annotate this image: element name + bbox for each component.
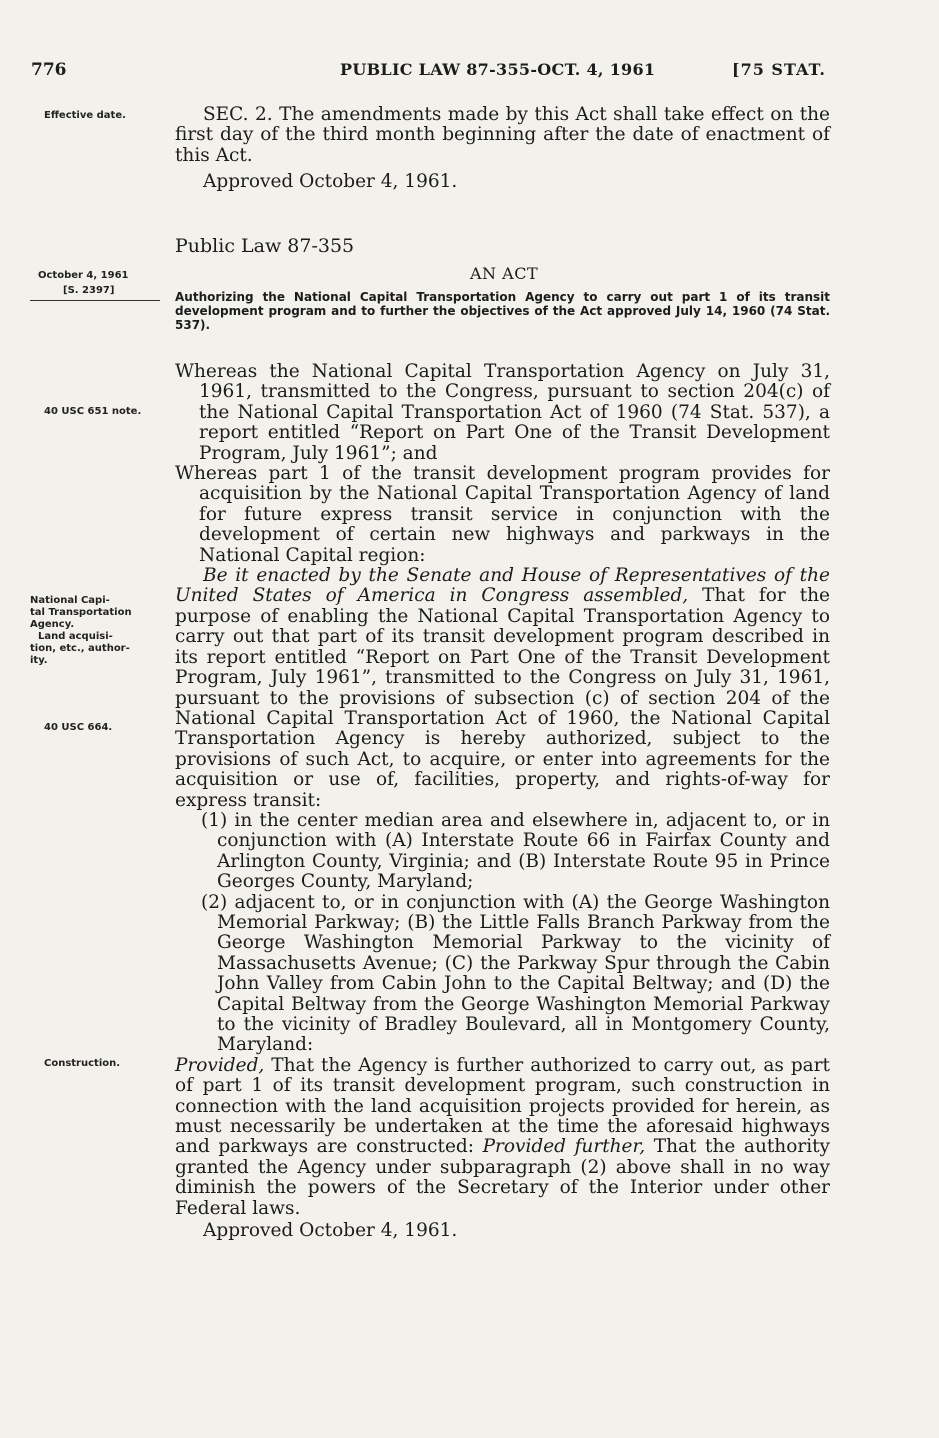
enacting-clause xyxy=(175,566,830,811)
proviso xyxy=(175,1056,830,1219)
header-title: PUBLIC LAW 87-355-OCT. 4, 1961 xyxy=(340,60,656,79)
margin-note-land-line2: tion, etc., author- xyxy=(30,643,130,654)
running-header xyxy=(0,60,939,86)
margin-note-usc-651: 40 USC 651 note. xyxy=(44,406,142,417)
item-1: (1) in the center median area and elsewhere in, adjacent to, or in conjunction with (A) Interstate Route 66 in Fairfax County and Arlington County, Virginia; and (B) Interstate Route 95 in Prince Georges County, Maryland; xyxy=(201,809,830,893)
whereas-clause-2: Whereas part 1 of the transit development program provides for acquisition by the National Capital Transportation Agency of land for future express transit service in conjunction with the development of certain new highways and parkways in the National Capital region: xyxy=(175,463,830,566)
item-2: (2) adjacent to, or in conjunction with (A) the George Washington Memorial Parkway; (B) the Little Falls Branch Parkway from the George Washington Memorial Parkway to the vicinity of Massachusetts Avenue; (C) the Parkway Spur through the Cabin John Valley from Cabin John to the Capital Beltway; and (D) the Capital Beltway from the George Washington Memorial Parkway to the vicinity of Bradley Boulevard, all in Montgomery County, Maryland: xyxy=(201,891,830,1056)
margin-note-effective-date: Effective date. xyxy=(44,110,126,121)
margin-note-agency-line2: tal Transportation xyxy=(30,607,132,618)
approved-line-1 xyxy=(175,172,830,192)
page-number: 776 xyxy=(31,60,67,80)
act-summary: Authorizing the National Capital Transportation Agency to carry out part 1 of its transit development program and to further the objectives of the Act approved July 14, 1960 (74 Stat. 537). xyxy=(175,290,830,332)
margin-note-construction: Construction. xyxy=(44,1058,121,1069)
provided-text: That the Agency is further authorized to carry out, as part of part 1 of its transit development program, such construction in connection with the land acquisition projects provided for herein, as must necessarily be undertaken at the time the aforesaid highways and parkways are constructed: xyxy=(175,1054,830,1158)
margin-note-agency-line1: National Capi- xyxy=(30,595,110,606)
margin-rule xyxy=(30,300,160,301)
margin-note-land-line3: ity. xyxy=(30,655,48,666)
enacting-text: That for the purpose of enabling the National Capital Transportation Agency to carry out that part of its transit development program described in its report entitled “Report on Part One of the Transit Development Program, July 1961”, transmitted to the Congress on July 31, 1961, pursuant to the provisions of subsection (c) of section 204 of the National Capital Transportation Act of 1960, the National Capital Transportation Agency is hereby authorized, subject to the provisions of such Act, to acquire, or enter into agreements for the acquisition or use of, facilities, property, and rights-of-way for express transit: xyxy=(175,585,830,811)
preamble xyxy=(175,362,830,1241)
section-2 xyxy=(175,105,830,166)
approved-date-1: Approved October 4, 1961. xyxy=(203,171,458,192)
margin-note-agency xyxy=(30,595,132,667)
whereas-clause-1: Whereas the National Capital Transportation Agency on July 31, 1961, transmitted to the Congress, pursuant to section 204(c) of the National Capital Transportation Act of 1960 (74 Stat. 537), a report entitled “Report on Part One of the Transit Development Program, July 1961”; and xyxy=(175,361,830,464)
approved-line-2: Approved October 4, 1961. xyxy=(203,1220,458,1242)
public-law-number: Public Law 87-355 xyxy=(175,235,355,257)
provided-further-text: That the authority granted the Agency under subparagraph (2) above shall in no way diminish the powers of the Secretary of the Interior under other Federal laws. xyxy=(175,1136,831,1219)
enacting-formula: Be it enacted by the Senate and House of Representatives of the United States of America in Congress assembled, xyxy=(175,565,830,607)
margin-note-date: October 4, 1961 xyxy=(38,270,129,281)
section-label: SEC. 2. xyxy=(203,104,273,125)
margin-note-bill: [S. 2397] xyxy=(63,285,115,296)
provided-label: Provided, xyxy=(175,1054,265,1076)
header-stat: [75 STAT. xyxy=(732,60,826,79)
provided-further-label: Provided further, xyxy=(482,1136,646,1158)
margin-note-usc-664: 40 USC 664. xyxy=(44,722,113,733)
section-2-text: The amendments made by this Act shall take effect on the first day of the third month beginning after the date of enactment of this Act. xyxy=(175,104,830,166)
an-act-heading: AN ACT xyxy=(470,264,539,283)
margin-note-land-line1: Land acquisi- xyxy=(38,631,113,642)
margin-note-agency-line3: Agency. xyxy=(30,619,75,630)
